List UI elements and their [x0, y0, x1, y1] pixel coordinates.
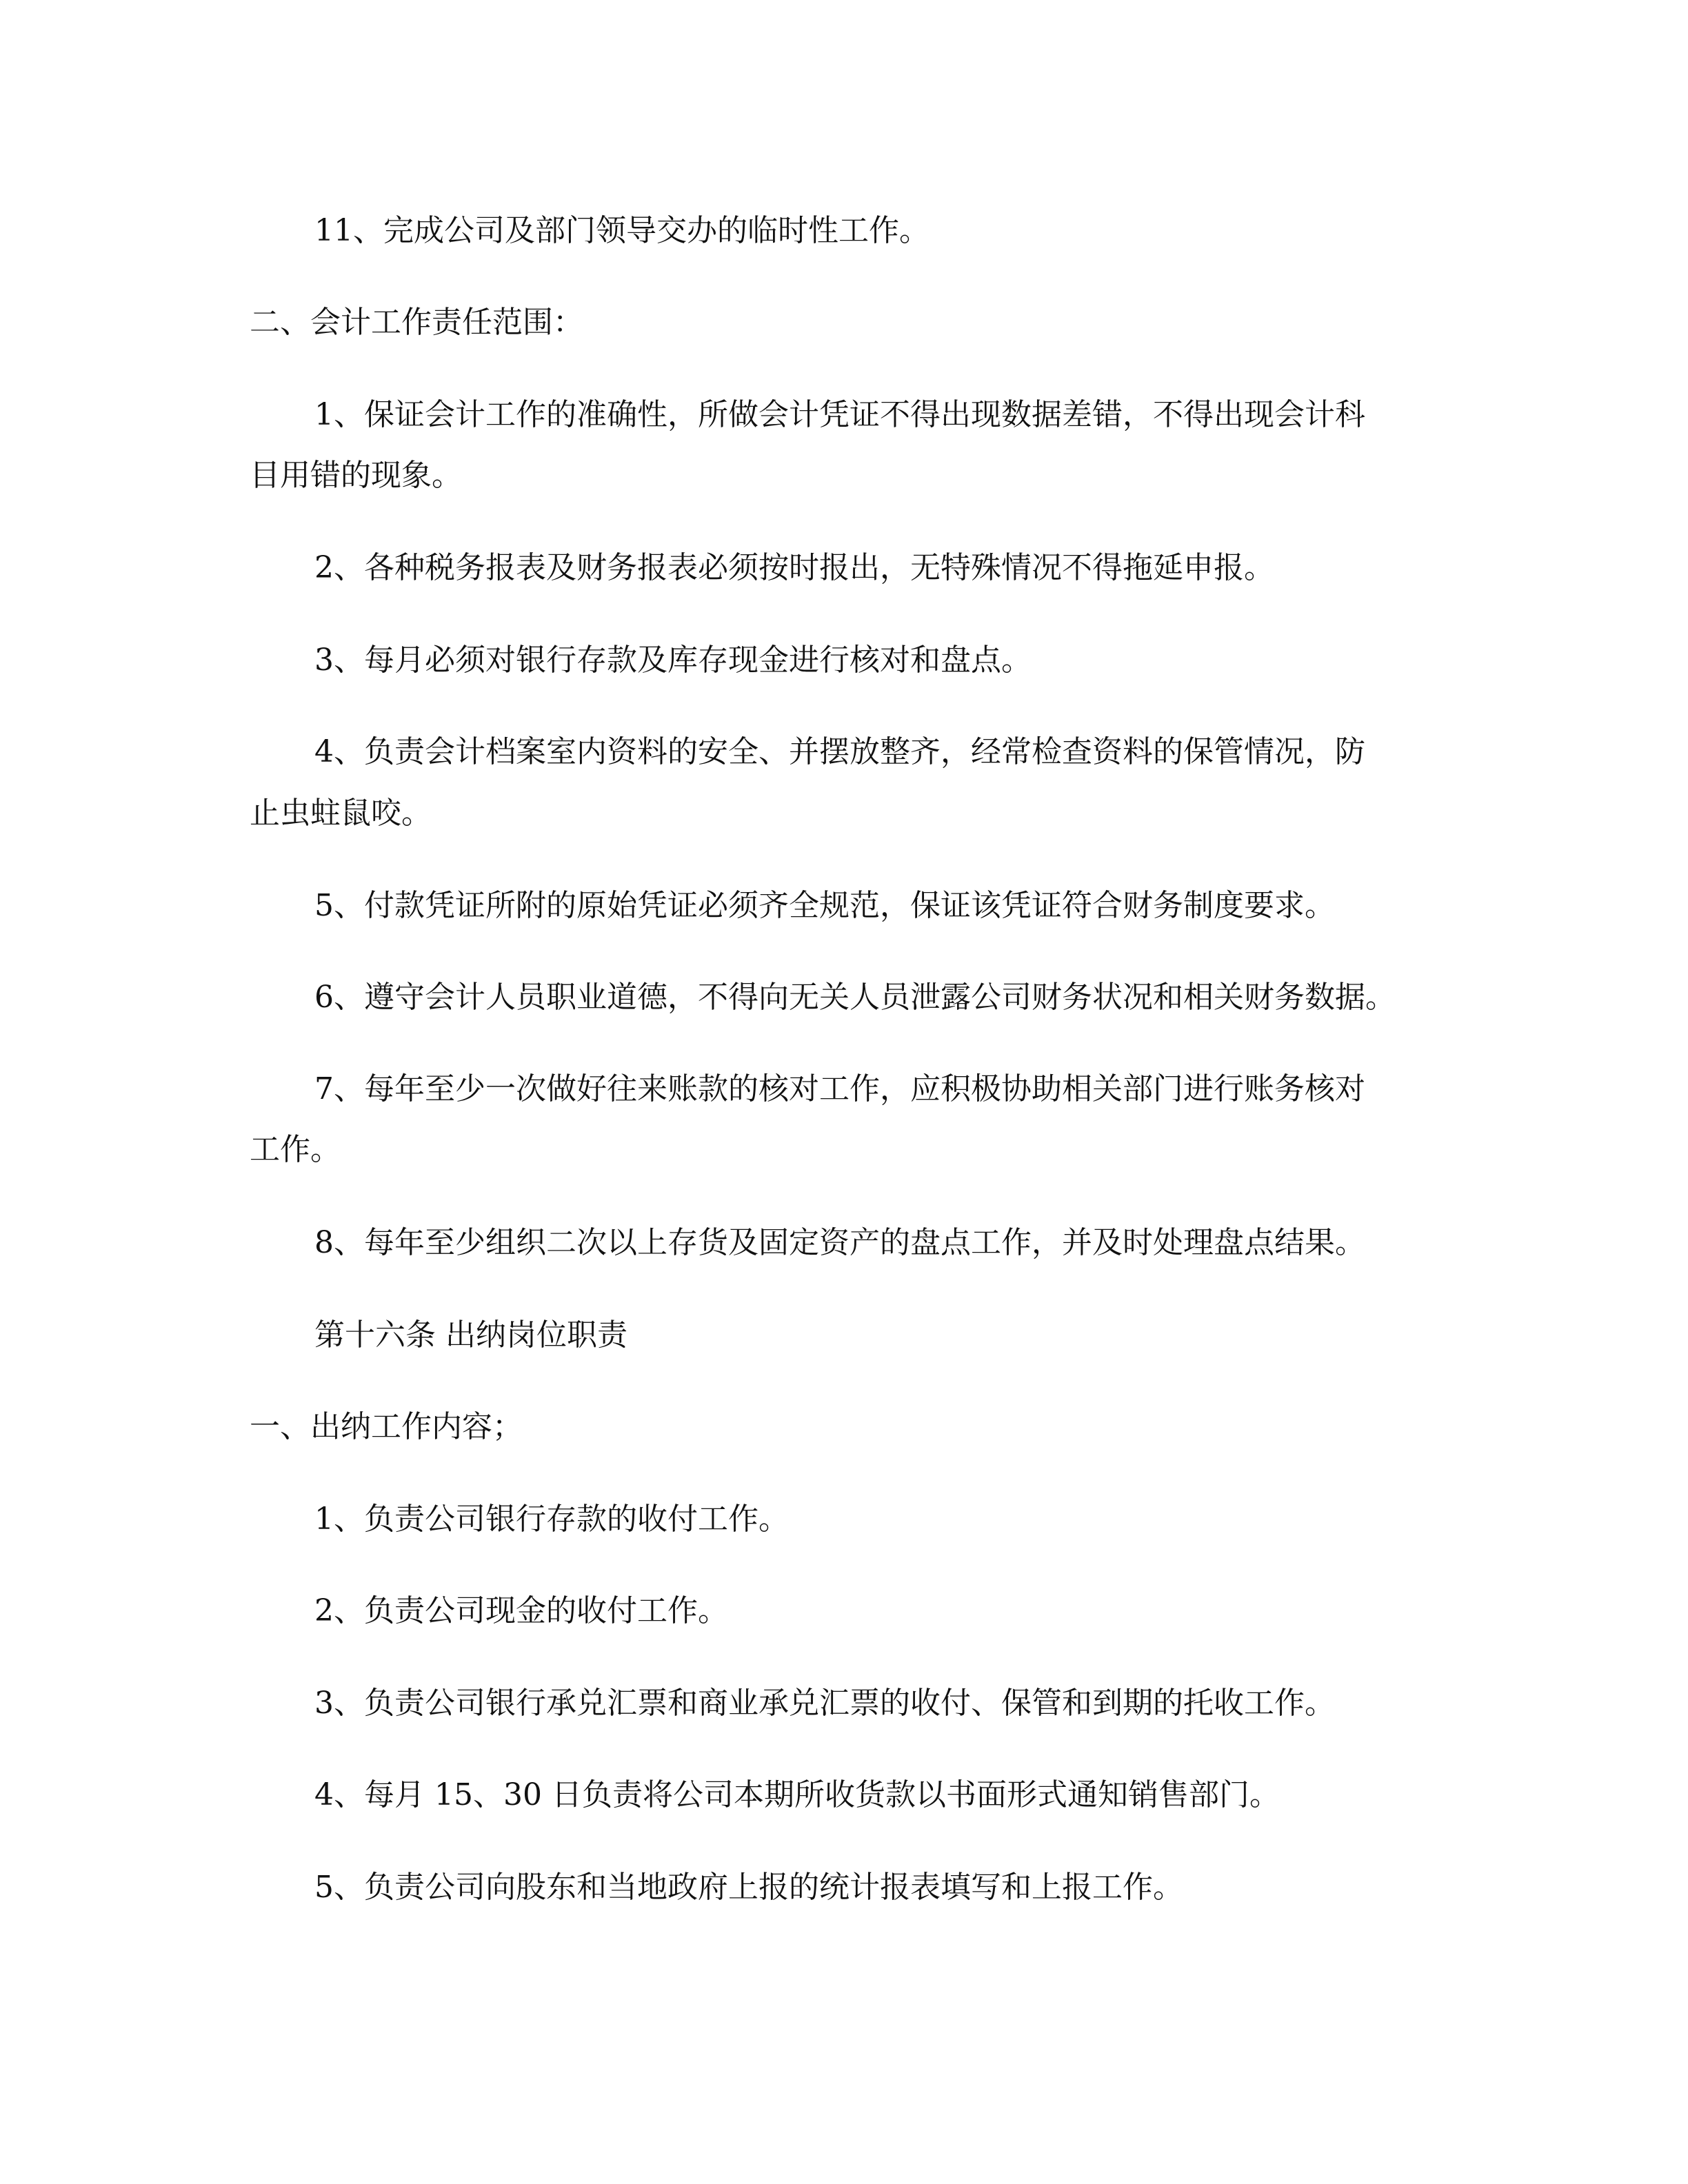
paragraph-line: 7、每年至少一次做好往来账款的核对工作，应积极协助相关部门进行账务核对: [314, 1071, 1365, 1106]
paragraph-line: 止虫蛀鼠咬。: [250, 796, 432, 831]
section-heading: 二、会计工作责任范围：: [250, 305, 583, 340]
paragraph-line: 4、每月 15、30 日负责将公司本期所收货款以书面形式通知销售部门。: [314, 1777, 1280, 1812]
paragraph-line: 3、每月必须对银行存款及库存现金进行核对和盘点。: [314, 643, 1032, 678]
paragraph-line: 1、保证会计工作的准确性，所做会计凭证不得出现数据差错，不得出现会计科: [314, 397, 1365, 432]
paragraph-line: 目用错的现象。: [250, 458, 462, 493]
paragraph-line: 1、负责公司银行存款的收付工作。: [314, 1502, 789, 1537]
paragraph-line: 4、负责会计档案室内资料的安全、并摆放整齐，经常检查资料的保管情况，防: [314, 734, 1365, 769]
article-heading: 第十六条 出纳岗位职责: [314, 1317, 627, 1353]
paragraph-line: 11、完成公司及部门领导交办的临时性工作。: [314, 213, 930, 248]
paragraph-line: 6、遵守会计人员职业道德，不得向无关人员泄露公司财务状况和相关财务数据。: [314, 980, 1396, 1015]
section-heading: 一、出纳工作内容；: [250, 1409, 523, 1444]
paragraph-line: 8、每年至少组织二次以上存货及固定资产的盘点工作，并及时处理盘点结果。: [314, 1225, 1365, 1260]
paragraph-line: 5、负责公司向股东和当地政府上报的统计报表填写和上报工作。: [314, 1870, 1183, 1905]
paragraph-line: 2、各种税务报表及财务报表必须按时报出，无特殊情况不得拖延申报。: [314, 550, 1274, 585]
paragraph-line: 2、负责公司现金的收付工作。: [314, 1593, 728, 1628]
paragraph-line: 3、负责公司银行承兑汇票和商业承兑汇票的收付、保管和到期的托收工作。: [314, 1686, 1335, 1721]
paragraph-line: 工作。: [250, 1132, 341, 1167]
paragraph-line: 5、付款凭证所附的原始凭证必须齐全规范，保证该凭证符合财务制度要求。: [314, 888, 1335, 923]
